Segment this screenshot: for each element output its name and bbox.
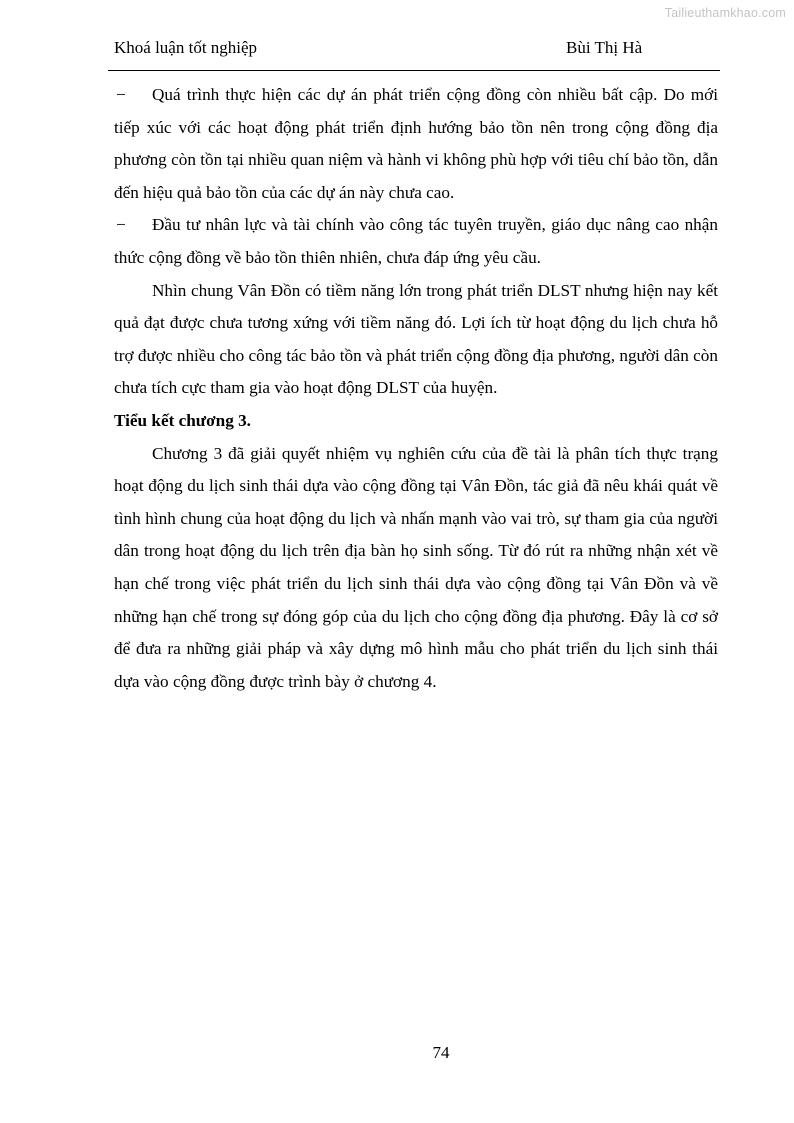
header-author-name: Bùi Thị Hà — [566, 38, 643, 57]
bullet-item — [114, 79, 718, 209]
page-header — [114, 38, 718, 64]
section-heading: Tiểu kết chương 3. — [114, 410, 251, 430]
page-number: 74 — [432, 1043, 450, 1062]
dash-marker: − — [116, 85, 126, 104]
body-paragraph: Nhìn chung Vân Đồn có tiềm năng lớn trong phát triển DLST nhưng hiện nay kết quả đạt được chưa tương xứng với tiềm năng đó. Lợi ích từ hoạt động du lịch chưa hỗ trợ được nhiều cho công tác bảo tồn và phát triển cộng đồng địa phương, người dân còn chưa tích cực tham gia vào hoạt động DLST của huyện. — [114, 280, 718, 398]
bullet-item — [114, 209, 718, 274]
header-thesis-title: Khoá luận tốt nghiệp — [114, 38, 258, 57]
watermark-text: Tailieuthamkhao.com — [664, 6, 786, 20]
document-body — [114, 79, 718, 698]
body-paragraph: Chương 3 đã giải quyết nhiệm vụ nghiên cứu của đề tài là phân tích thực trạng hoạt động du lịch sinh thái dựa vào cộng đồng tại Vân Đồn, tác giả đã nêu khái quát về tình hình chung của hoạt động du lịch và nhấn mạnh vào vai trò, sự tham gia của người dân trong hoạt động du lịch trên địa bàn họ sinh sống. Từ đó rút ra những nhận xét về hạn chế trong việc phát triển du lịch sinh thái dựa vào cộng đồng tại Vân Đồn và về những hạn chế trong sự đóng góp của du lịch cho cộng đồng địa phương. Đây là cơ sở để đưa ra những giải pháp và xây dựng mô hình mẫu cho phát triển du lịch sinh thái dựa vào cộng đồng được trình bày ở chương 4. — [114, 443, 718, 691]
dash-marker: − — [116, 215, 126, 235]
header-divider — [108, 70, 720, 71]
bullet-text: Đầu tư nhân lực và tài chính vào công tác tuyên truyền, giáo dục nâng cao nhận thức cộng đồng về bảo tồn thiên nhiên, chưa đáp ứng yêu cầu. — [114, 215, 718, 267]
bullet-text: Quá trình thực hiện các dự án phát triển cộng đồng còn nhiều bất cập. Do mới tiếp xúc với các hoạt động phát triển định hướng bảo tồn nên trong cộng đồng địa phương còn tồn tại nhiều quan niệm và hành vi không phù hợp với tiêu chí bảo tồn, dẫn đến hiệu quả bảo tồn của các dự án này chưa cao. — [114, 85, 718, 202]
